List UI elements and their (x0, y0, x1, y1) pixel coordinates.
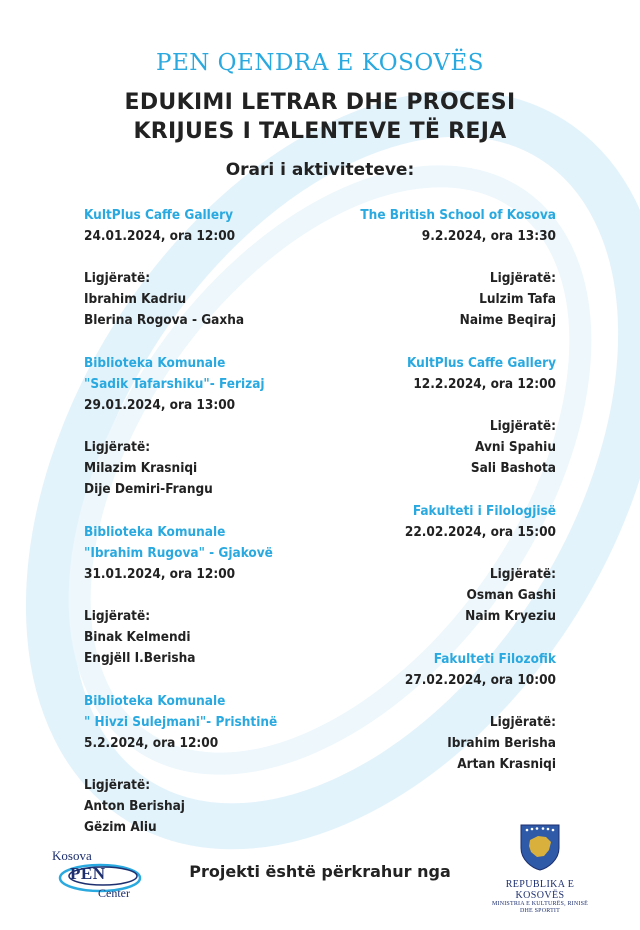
lecturer-name: Milazim Krasniqi (84, 460, 198, 476)
pen-logo-center: Center (98, 886, 130, 900)
event-venue-detail: " Hivzi Sulejmani"- Prishtinë (84, 714, 278, 730)
event-venue: Biblioteka Komunale (84, 524, 226, 540)
event-datetime: 12.2.2024, ora 12:00 (413, 376, 556, 392)
lecturer-name: Ibrahim Berisha (447, 735, 556, 751)
pen-logo-kosova: Kosova (52, 848, 92, 863)
left-schedule-column (84, 205, 324, 860)
right-schedule-column (316, 205, 556, 797)
lecturers-label: Ligjëratë: (489, 714, 556, 730)
event-entry (84, 691, 324, 838)
event-entry (316, 353, 556, 479)
lecturers-label: Ligjëratë: (489, 270, 556, 286)
schedule-heading: Orari i aktiviteteve: (225, 160, 415, 180)
lecturers-label: Ligjëratë: (489, 418, 556, 434)
event-datetime: 5.2.2024, ora 12:00 (84, 735, 219, 751)
lecturer-name: Anton Berishaj (84, 798, 185, 814)
event-datetime: 31.01.2024, ora 12:00 (84, 566, 236, 582)
event-datetime: 27.02.2024, ora 10:00 (404, 672, 556, 688)
event-entry (84, 353, 324, 500)
event-entry (84, 205, 324, 331)
lecturer-name: Naime Beqiraj (459, 312, 556, 328)
lecturer-name: Avni Spahiu (475, 439, 556, 455)
lecturer-name: Ibrahim Kadriu (84, 291, 187, 307)
event-entry (316, 649, 556, 775)
lecturer-name: Blerina Rogova - Gaxha (84, 312, 245, 328)
lecturer-name: Lulzim Tafa (479, 291, 556, 307)
event-entry (316, 205, 556, 331)
event-venue: Biblioteka Komunale (84, 693, 226, 709)
lecturer-name: Artan Krasniqi (457, 756, 556, 772)
lecturer-name: Sali Bashota (470, 460, 556, 476)
lecturer-name: Osman Gashi (466, 587, 556, 603)
event-datetime: 9.2.2024, ora 13:30 (421, 228, 556, 244)
ministry-name-line-1: MINISTRIA E KULTURËS, RINISË (491, 901, 589, 907)
lecturers-label: Ligjëratë: (84, 270, 151, 286)
lecturers-label: Ligjëratë: (84, 777, 151, 793)
event-datetime: 24.01.2024, ora 12:00 (84, 228, 236, 244)
organization-name: PEN QENDRA E KOSOVËS (155, 50, 485, 76)
page-title (0, 88, 640, 146)
event-entry (84, 522, 324, 669)
lecturer-name: Gëzim Aliu (84, 819, 157, 835)
event-entry (316, 501, 556, 627)
lecturer-name: Binak Kelmendi (84, 629, 191, 645)
event-venue: KultPlus Caffe Gallery (407, 355, 556, 371)
republic-name: REPUBLIKA E KOSOVËS (505, 879, 575, 901)
event-venue-detail: "Ibrahim Rugova" - Gjakovë (84, 545, 273, 561)
lecturer-name: Naim Kryeziu (465, 608, 556, 624)
event-datetime: 22.02.2024, ora 15:00 (404, 524, 556, 540)
event-venue: Fakulteti Filozofik (433, 651, 556, 667)
supported-by-text: Projekti është përkrahur nga (189, 862, 451, 881)
event-datetime: 29.01.2024, ora 13:00 (84, 397, 236, 413)
lecturers-label: Ligjëratë: (489, 566, 556, 582)
title-line-1: EDUKIMI LETRAR DHE PROCESI (124, 90, 516, 115)
event-venue: The British School of Kosova (360, 207, 556, 223)
lecturer-name: Dije Demiri-Frangu (84, 481, 213, 497)
republic-of-kosovo-logo (480, 822, 600, 912)
lecturer-name: Engjëll I.Berisha (84, 650, 196, 666)
event-venue: Fakulteti i Filologjisë (412, 503, 556, 519)
lecturers-label: Ligjëratë: (84, 439, 151, 455)
coat-of-arms-icon (518, 822, 562, 872)
ministry-name-line-2: DHE SPORTIT (519, 908, 560, 914)
event-venue-detail: "Sadik Tafarshiku"- Ferizaj (84, 376, 265, 392)
event-venue: KultPlus Caffe Gallery (84, 207, 233, 223)
title-line-2: KRIJUES I TALENTEVE TË REJA (133, 119, 507, 144)
pen-logo-pen: PEN (70, 864, 106, 883)
lecturers-label: Ligjëratë: (84, 608, 151, 624)
event-venue: Biblioteka Komunale (84, 355, 226, 371)
